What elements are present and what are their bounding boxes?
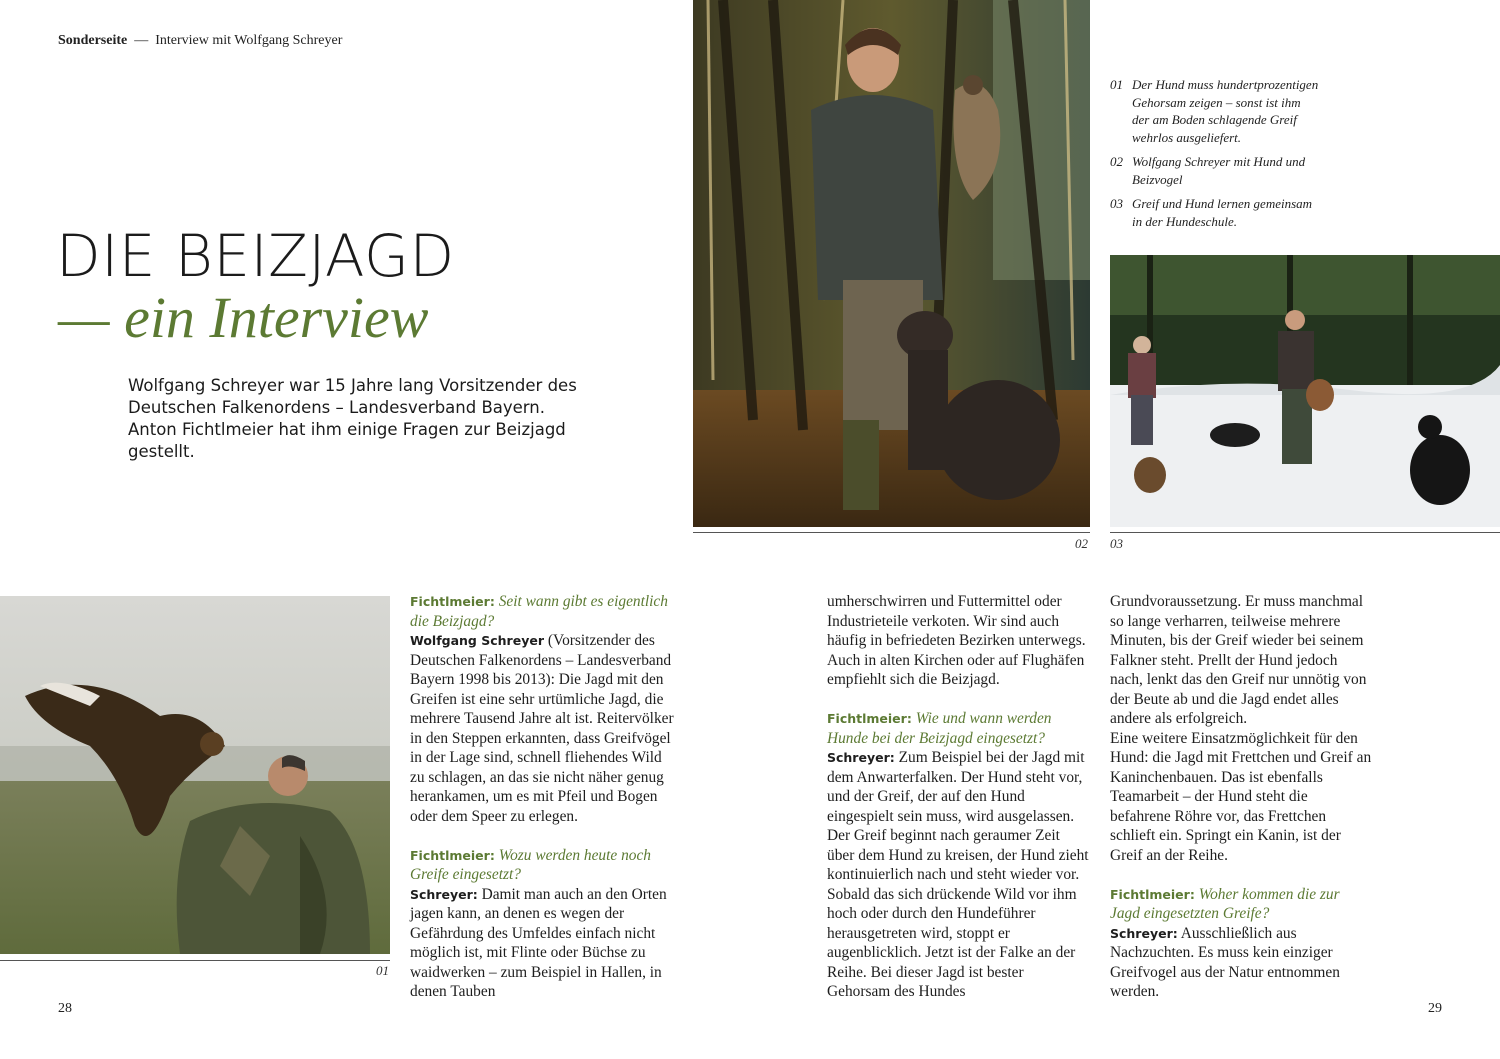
- photo-03-number: 03: [1110, 536, 1123, 551]
- caption-number: 02: [1110, 154, 1123, 169]
- photo-02-number: 02: [1075, 536, 1088, 551]
- answer-speaker: Schreyer:: [1110, 925, 1178, 941]
- photo-01-rule: [0, 960, 390, 961]
- question-speaker: Fichtlmeier:: [827, 711, 912, 726]
- question-speaker: Fichtlmeier:: [410, 847, 495, 863]
- answer-text: Ausschließlich aus Nachzuchten. Es muss kein einziger Greifvogel aus der Natur entnommen werden.: [1110, 924, 1340, 1000]
- caption-text: Wolfgang Schreyer mit Hund und Beizvogel: [1132, 154, 1306, 187]
- answer-text: umherschwirren und Futtermittel oder Industrieteile verkoten. Wir sind auch häufig in befriedeten Bezirken unterwegs. Auch in alten Kirchen oder auf Flughäfen empfiehlt sich die Beizjagd.: [827, 593, 1086, 688]
- interview-column-3: [1110, 592, 1372, 1002]
- section-label: Sonderseite: [58, 33, 128, 48]
- caption-02: [1110, 153, 1320, 188]
- question-4: [1110, 885, 1372, 924]
- interview-column-2: [827, 592, 1089, 1002]
- question-text: Wozu werden heute noch Greife eingesetzt?: [410, 846, 651, 883]
- caption-text: Greif und Hund lernen gemeinsam in der Hundeschule.: [1132, 196, 1313, 229]
- answer-2: [410, 885, 674, 1002]
- caption-number: 01: [1110, 77, 1123, 92]
- page-number-right: 29: [1428, 1001, 1442, 1016]
- page-number-left: 28: [58, 1001, 72, 1016]
- answer-speaker: Schreyer:: [827, 750, 895, 765]
- caption-text: Der Hund muss hundertprozentigen Gehorsam zeigen – sonst ist ihm der am Boden schlagende Greif wehrlos ausgeliefert.: [1132, 77, 1319, 145]
- question-text: Woher kommen die zur Jagd eingesetzten Greife?: [1110, 885, 1340, 922]
- answer-1: [410, 631, 674, 826]
- running-head-subtitle: Interview mit Wolfgang Schreyer: [155, 33, 343, 48]
- photo-01-number: 01: [376, 963, 389, 978]
- photo-eagle-and-falconer: [0, 596, 390, 954]
- answer-speaker: Wolfgang Schreyer: [410, 633, 544, 648]
- question-2: [410, 846, 674, 885]
- question-speaker: Fichtlmeier:: [1110, 886, 1195, 902]
- running-head-separator: —: [134, 33, 149, 48]
- question-text: Seit wann gibt es eigentlich die Beizjagd?: [410, 593, 668, 630]
- photo-captions: [1110, 76, 1320, 237]
- answer-text: Zum Beispiel bei der Jagd mit dem Anwarterfalken. Der Hund steht vor, und der Greif, der auf den Hund eingespielt sein muss, wird ausgelassen. Der Greif beginnt nach geraumer Zeit über dem Hund zu kreisen, der Hund zieht kontinuierlich nach und steht wieder vor. Sobald das sich drückende Wild vor ihm hoch oder durch den Hundeführer herausgetreten wird, stoppt er augenblicklich. Jetzt ist der Falke an der Reihe. Bei dieser Jagd ist bester Gehorsam des Hundes: [827, 749, 1089, 1000]
- photo-02-rule: [693, 532, 1090, 533]
- answer-4: [1110, 924, 1372, 1002]
- answer-text: Damit man auch an den Orten jagen kann, an denen es wegen der Gefährdung des Umfeldes einfach nicht möglich ist, mit Flinte oder Büchse zu waidwerken – zum Beispiel in Hallen, in denen Tauben: [410, 885, 667, 1000]
- lead-paragraph: Wolfgang Schreyer war 15 Jahre lang Vorsitzender des Deutschen Falkenordens – Landesverband Bayern. Anton Fichtlmeier hat ihm einige Fragen zur Beizjagd gestellt.: [128, 376, 577, 461]
- photo-03-rule: [1110, 532, 1500, 533]
- running-head: [58, 33, 342, 49]
- article-title: DIE BEIZJAGD: [56, 222, 455, 290]
- photo-dog-school-snow: [1110, 255, 1500, 527]
- answer-text: Grundvoraussetzung. Er muss manchmal so lange verharren, teilweise mehrere Minuten, bis der Greif wieder bei seinem Falkner steht. Prellt der Hund jedoch nach, lenkt das den Greif nur unnötig von der Beute ab und die Jagd endet alles andere als erfolgreich.: [1110, 593, 1367, 727]
- answer-text: (Vorsitzender des Deutschen Falkenordens – Landesverband Bayern 1998 bis 2013): Die Jagd mit den Greifen ist eine sehr urtümliche Jagd, die mehrere Tausend Jahre alt ist. Reitervölker in den Steppen erkannten, dass Greifvögel in der Lage sind, schnell fliehendes Wild zu schlagen, an das sie nicht näher genug herankamen, um es mit Pfeil und Bogen oder dem Speer zu erlegen.: [410, 632, 674, 825]
- photo-falconer-with-hawk-and-dog: [693, 0, 1090, 527]
- question-1: [410, 592, 674, 631]
- answer-2-continued: [827, 592, 1089, 690]
- caption-03: [1110, 195, 1320, 230]
- article-subtitle: — ein Interview: [58, 285, 429, 350]
- question-speaker: Fichtlmeier:: [410, 594, 495, 609]
- answer-text: Eine weitere Einsatzmöglichkeit für den Hund: die Jagd mit Frettchen und Greif an Kaninchenbauen. Das ist ebenfalls Teamarbeit – der Hund steht die befahrene Röhre vor, das Frettchen schlieft ein. Springt ein Kanin, ist der Greif an der Reihe.: [1110, 729, 1372, 864]
- answer-3-extra: [1110, 729, 1372, 866]
- caption-number: 03: [1110, 196, 1123, 211]
- caption-01: [1110, 76, 1320, 146]
- answer-3-continued: [1110, 592, 1372, 729]
- answer-speaker: Schreyer:: [410, 886, 478, 902]
- answer-3: [827, 748, 1089, 1002]
- question-text: Wie und wann werden Hunde bei der Beizjagd eingesetzt?: [827, 710, 1052, 747]
- question-3: [827, 709, 1089, 748]
- interview-column-1: [410, 592, 674, 1002]
